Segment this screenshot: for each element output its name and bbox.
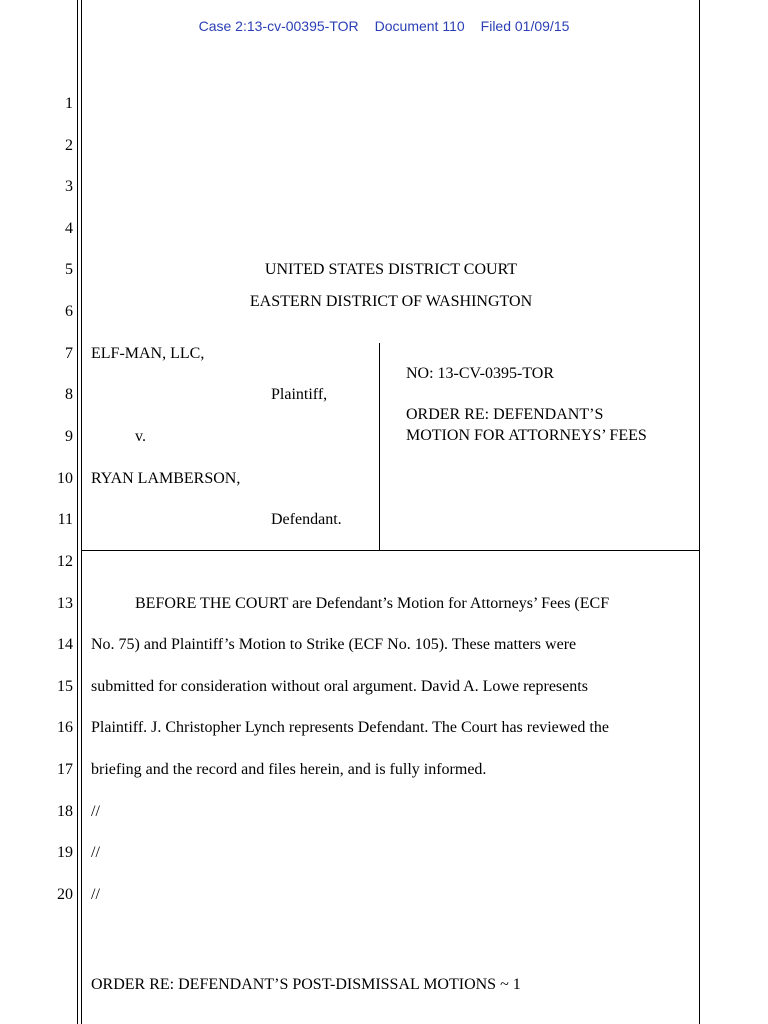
right-margin-rule bbox=[699, 0, 700, 1024]
line-number: 20 bbox=[57, 886, 73, 903]
case-number: NO: 13-CV-0395-TOR bbox=[406, 365, 555, 382]
caption-bottom-rule bbox=[81, 550, 699, 551]
court-name: UNITED STATES DISTRICT COURT bbox=[264, 261, 518, 278]
header-case-number: Case 2:13-cv-00395-TOR bbox=[198, 18, 359, 34]
line-number: 12 bbox=[57, 553, 73, 570]
plaintiff-role: Plaintiff, bbox=[271, 386, 328, 403]
defendant-name: RYAN LAMBERSON, bbox=[91, 470, 241, 487]
versus: v. bbox=[135, 428, 146, 445]
page-footer: ORDER RE: DEFENDANT’S POST-DISMISSAL MOTIONS ~ 1 bbox=[91, 976, 521, 993]
line-number: 14 bbox=[57, 636, 73, 653]
defendant-role: Defendant. bbox=[271, 511, 342, 528]
line-number: 15 bbox=[57, 678, 73, 695]
line-number: 3 bbox=[65, 178, 73, 195]
line-number: 17 bbox=[57, 761, 73, 778]
line-number: 18 bbox=[57, 803, 73, 820]
line-number: 7 bbox=[65, 345, 73, 362]
header-filed-date: Filed 01/09/15 bbox=[480, 18, 570, 34]
line-number: 4 bbox=[65, 220, 73, 237]
line-number: 1 bbox=[65, 95, 73, 112]
separator-mark: // bbox=[91, 844, 100, 861]
body-line: briefing and the record and files herein, and is fully informed. bbox=[91, 761, 487, 778]
line-number: 11 bbox=[57, 511, 73, 528]
header-document-number: Document 110 bbox=[374, 18, 465, 34]
caption-divider bbox=[379, 343, 380, 551]
order-title-line-2: MOTION FOR ATTORNEYS’ FEES bbox=[406, 427, 647, 444]
line-number: 5 bbox=[65, 261, 73, 278]
body-line: submitted for consideration without oral argument. David A. Lowe represents bbox=[91, 678, 588, 695]
line-number: 19 bbox=[57, 844, 73, 861]
order-title-line-1: ORDER RE: DEFENDANT’S bbox=[406, 406, 604, 423]
line-number: 9 bbox=[65, 428, 73, 445]
court-district: EASTERN DISTRICT OF WASHINGTON bbox=[249, 293, 533, 310]
body-line: BEFORE THE COURT are Defendant’s Motion for Attorneys’ Fees (ECF bbox=[135, 595, 610, 612]
plaintiff-name: ELF-MAN, LLC, bbox=[91, 345, 205, 362]
line-number: 13 bbox=[57, 595, 73, 612]
separator-mark: // bbox=[91, 803, 100, 820]
ecf-header bbox=[0, 18, 768, 34]
body-line: Plaintiff. J. Christopher Lynch represents Defendant. The Court has reviewed the bbox=[91, 719, 609, 736]
line-number: 2 bbox=[65, 137, 73, 154]
line-number: 6 bbox=[65, 303, 73, 320]
line-number: 10 bbox=[57, 470, 73, 487]
line-number: 8 bbox=[65, 386, 73, 403]
left-margin-rule-outer bbox=[77, 0, 78, 1024]
left-margin-rule-inner bbox=[81, 0, 82, 1024]
separator-mark: // bbox=[91, 886, 100, 903]
body-line: No. 75) and Plaintiff’s Motion to Strike (ECF No. 105). These matters were bbox=[91, 636, 577, 653]
line-number: 16 bbox=[57, 719, 73, 736]
